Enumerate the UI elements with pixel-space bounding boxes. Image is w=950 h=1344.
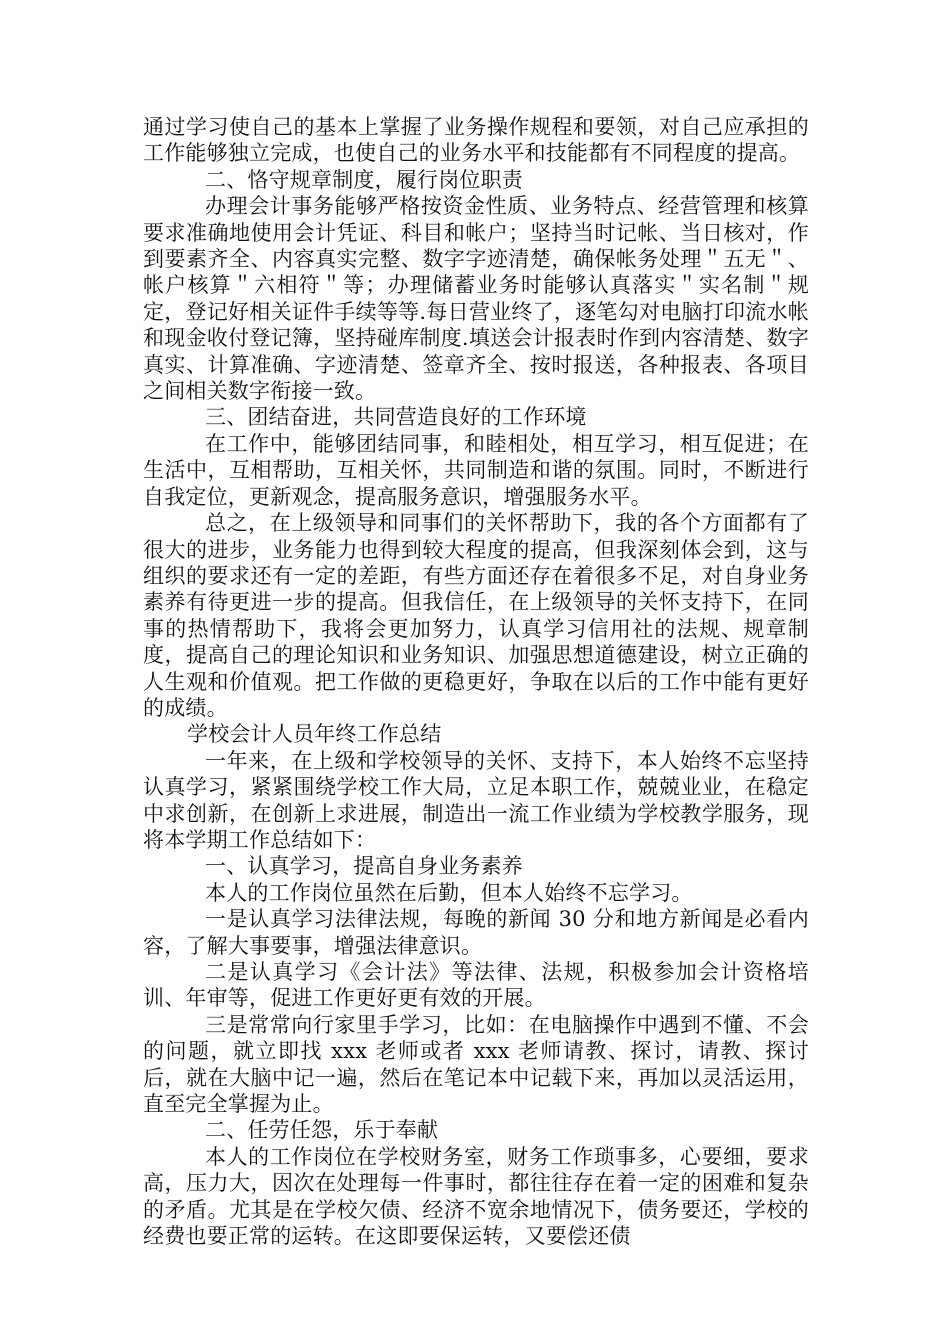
paragraph-study-law: 一是认真学习法律法规，每晚的新闻 30 分和地方新闻是必看内容，了解大事要事，增强法律意识。 bbox=[143, 907, 809, 958]
paragraph-study-experts: 三是常常向行家里手学习，比如：在电脑操作中遇到不懂、不会的问题，就立即找 xxx 老师或者 xxx 老师请教、探讨，请教、探讨后，就在大脑中记一遍，然后在笔记本中记载下来，再加以灵活运用，直至完全掌握为止。 bbox=[143, 1012, 809, 1117]
section-heading-rules: 二、恪守规章制度，履行岗位职责 bbox=[205, 167, 523, 192]
section-heading-study: 一、认真学习，提高自身业务素养 bbox=[205, 854, 523, 879]
paragraph-accounting-duties: 办理会计事务能够严格按资金性质、业务特点、经营管理和核算要求准确地使用会计凭证、科目和帐户；坚持当时记帐、当日核对，作到要素齐全、内容真实完整、数字字迹清楚，确保帐务处理＂五无＂、帐户核算＂六相符＂等；办理储蓄业务时能够认真落实＂实名制＂规定，登记好相关证件手续等等.每日营业终了，逐笔勾对电脑打印流水帐和现金收付登记簿，坚持碰库制度.填送会计报表时作到内容清楚、数字真实、计算准确、字迹清楚、签章齐全、按时报送，各种报表、各项目之间相关数字衔接一致。 bbox=[143, 194, 809, 404]
document-title-school-accountant: 学校会计人员年终工作总结 bbox=[187, 722, 442, 747]
paragraph-conclusion: 总之，在上级领导和同事们的关怀帮助下，我的各个方面都有了很大的进步，业务能力也得到较大程度的提高，但我深刻体会到，这与组织的要求还有一定的差距，有些方面还存在着很多不足，对自身业务素养有待更进一步的提高。但我信任，在上级领导的关怀支持下，在同事的热情帮助下，我将会更加努力，认真学习信用社的法规、规章制度，提高自己的理论知识和业务知识、加强思想道德建设，树立正确的人生观和价值观。把工作做的更稳更好，争取在以后的工作中能有更好的成绩。 bbox=[143, 511, 809, 720]
paragraph-intro-continuation: 通过学习使自己的基本上掌握了业务操作规程和要领，对自己应承担的工作能够独立完成，也使自己的业务水平和技能都有不同程度的提高。 bbox=[143, 115, 809, 166]
paragraph-finance-office: 本人的工作岗位在学校财务室，财务工作琐事多，心要细，要求高，压力大，因次在处理每一件事时，都往往存在着一定的困难和复杂的矛盾。尤其是在学校欠债、经济不宽余地情况下，债务要还，学校的经费也要正常的运转。在这即要保运转，又要偿还债 bbox=[143, 1144, 809, 1249]
document-body bbox=[143, 114, 809, 1249]
section-heading-teamwork: 三、团结奋进，共同营造良好的工作环境 bbox=[205, 405, 587, 430]
paragraph-study-intro: 本人的工作岗位虽然在后勤，但本人始终不忘学习。 bbox=[205, 880, 693, 905]
paragraph-study-accounting-law: 二是认真学习《会计法》等法律、法规，积极参加会计资格培训、年审等，促进工作更好更有效的开展。 bbox=[143, 960, 809, 1011]
paragraph-year-intro: 一年来，在上级和学校领导的关怀、支持下，本人始终不忘坚持认真学习，紧紧围绕学校工作大局，立足本职工作，兢兢业业，在稳定中求创新，在创新上求进展，制造出一流工作业绩为学校教学服务，现将本学期工作总结如下： bbox=[143, 748, 809, 852]
paragraph-teamwork: 在工作中，能够团结同事，和睦相处，相互学习，相互促进；在生活中，互相帮助，互相关怀，共同制造和谐的氛围。同时，不断进行自我定位，更新观念，提高服务意识，增强服务水平。 bbox=[143, 431, 809, 509]
section-heading-dedication: 二、任劳任怨，乐于奉献 bbox=[205, 1118, 439, 1143]
